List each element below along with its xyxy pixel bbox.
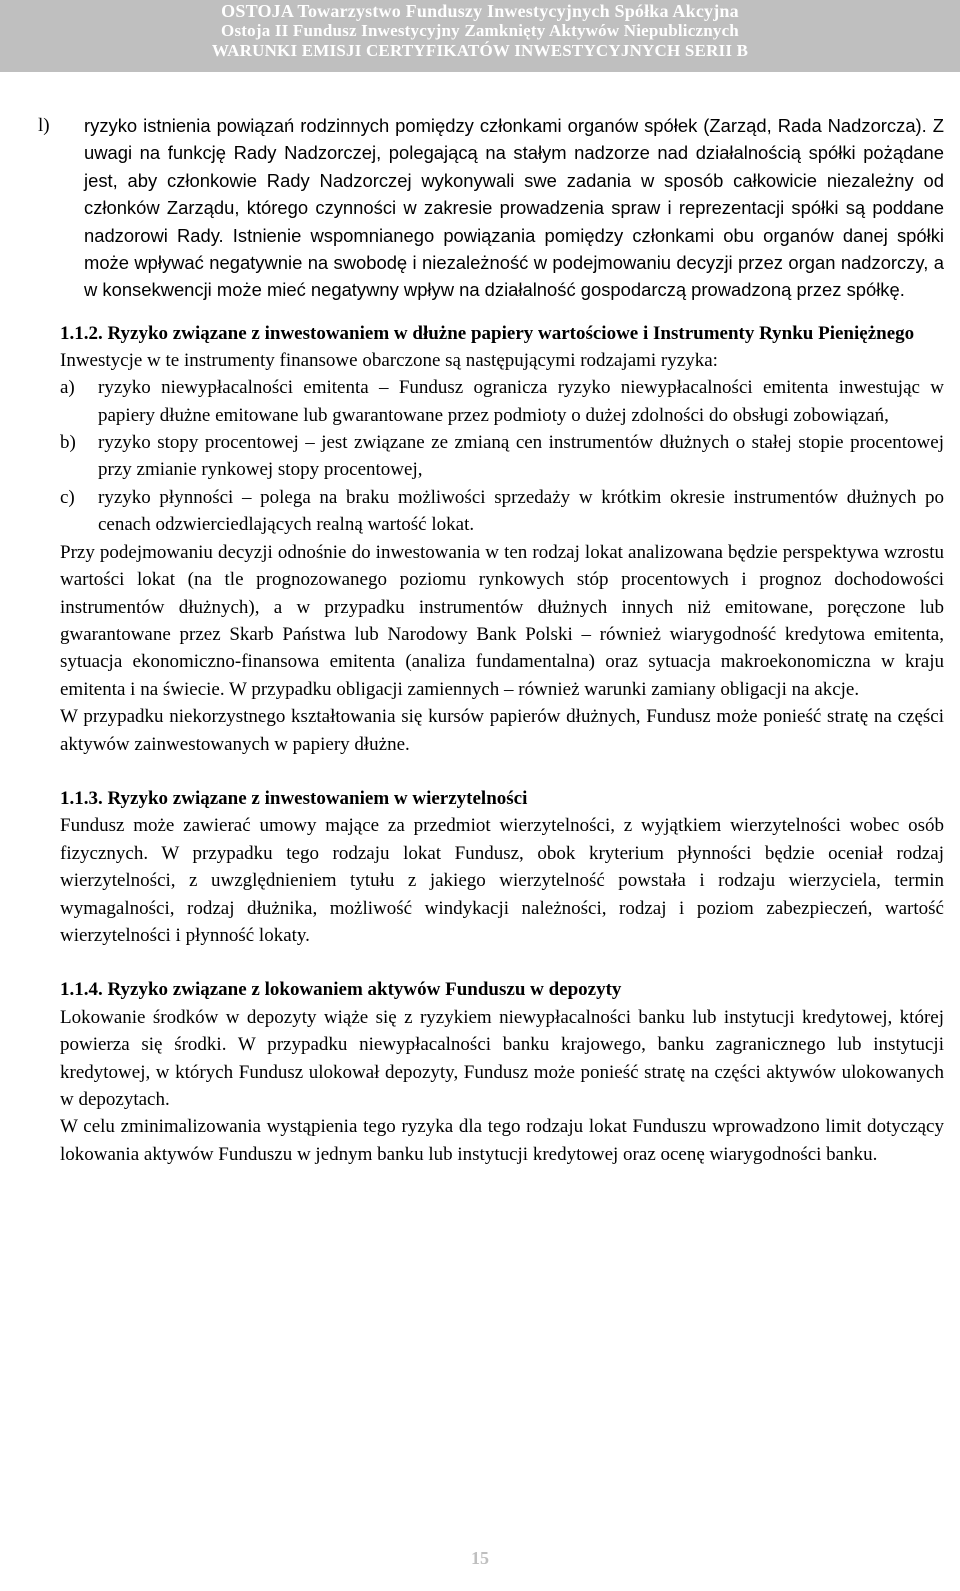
page-number: 15 [471, 1548, 489, 1568]
item-label: b) [60, 432, 76, 454]
header-company: OSTOJA Towarzystwo Funduszy Inwestycyjnych Spółka Akcyjna [221, 1, 739, 21]
header-doc-title: WARUNKI EMISJI CERTYFIKATÓW INWESTYCYJNYCH SERII B [211, 41, 749, 60]
item-text: ryzyko płynności – polega na braku możliwości sprzedaży w krótkim okresie instrumentów dłużnych po cenach odzwierciedlających realną wartość lokat. [98, 486, 944, 536]
item-text: ryzyko stopy procentowej – jest związane ze zmianą cen instrumentów dłużnych o stałej stopie procentowej przy zmianie rynkowej stopy procentowej, [98, 432, 944, 481]
paragraph: W celu zminimalizowania wystąpienia tego ryzyka dla tego rodzaju lokat Funduszu wprowadzono limit dotyczący lokowania aktywów Funduszu w jednym banku lub instytucji kredytowej oraz ocenę wiarygodności banku. [60, 1116, 944, 1165]
section-heading-1-1-2: 1.1.2. Ryzyko związane z inwestowaniem w dłużne papiery wartościowe i Instrumenty Rynku Pieniężnego [60, 322, 915, 344]
list-item [60, 374, 944, 429]
item-label: c) [60, 486, 75, 508]
item-text: ryzyko istnienia powiązań rodzinnych pomiędzy członkami organów spółek (Zarząd, Rada Nadzorcza). Z uwagi na funkcję Rady Nadzorczej, polegającą na stałym nadzorze nad działalnością spółki pożądane jest, aby członkowie Rady Nadzorczej wykonywali swe zadania w sposób całkowicie niezależny od członków Zarządu, którego czynności w zakresie prowadzenia spraw i reprezentacji spółki są poddane nadzorowi Rady. Istnienie wspomnianego powiązania pomiędzy członkami obu organów danej spółki może wpływać negatywnie na swobodę i niezależność w podejmowaniu decyzji przez organ nadzorczy, a w konsekwencji może mieć negatywny wpływ na działalność gospodarczą prowadzoną przez spółkę. [84, 115, 944, 301]
section-heading-1-1-3: 1.1.3. Ryzyko związane z inwestowaniem w wierzytelności [60, 787, 528, 809]
document-header [0, 0, 960, 72]
item-text: ryzyko niewypłacalności emitenta – Fundusz ogranicza ryzyko niewypłacalności emitenta inwestując w papiery dłużne emitowane lub gwarantowane przez podmioty o dużej zdolności do obsługi zobowiązań, [98, 377, 944, 426]
risk-list [60, 374, 944, 538]
paragraph: Przy podejmowaniu decyzji odnośnie do inwestowania w ten rodzaj lokat analizowana będzie perspektywa wzrostu wartości lokat (na tle prognozowanego poziomu rynkowych stóp procentowych i prognoz dochodowości instrumentów dłużnych), a w przypadku instrumentów dłużnych innych niż emitowane, poręczone lub gwarantowane przez Skarb Państwa lub Narodowy Bank Polski – również wiarygodność kredytowa emitenta, sytuacja ekonomiczno-finansowa emitenta (analiza fundamentalna) oraz sytuacja makroekonomiczna w kraju emitenta i na świecie. W przypadku obligacji zamiennych – również warunki zamiany obligacji na akcje. [60, 541, 944, 700]
header-fund: Ostoja II Fundusz Inwestycyjny Zamknięty Aktywów Niepublicznych [221, 21, 739, 40]
paragraph: W przypadku niekorzystnego kształtowania się kursów papierów dłużnych, Fundusz może ponieść stratę na części aktywów zainwestowanych w papiery dłużne. [60, 706, 944, 755]
item-label: l) [38, 115, 50, 136]
paragraph: Lokowanie środków w depozyty wiąże się z ryzykiem niewypłacalności banku lub instytucji kredytowej, której powierza się środki. W przypadku niewypłacalności banku krajowego, banku zagranicznego lub instytucji kredytowej, w których Fundusz ulokował depozyty, Fundusz może ponieść stratę na części aktywów ulokowanych w depozytach. [60, 1006, 944, 1110]
paragraph: Fundusz może zawierać umowy mające za przedmiot wierzytelności, z wyjątkiem wierzytelności wobec osób fizycznych. W przypadku tego rodzaju lokat Fundusz, obok kryterium płynności będzie oceniał rodzaj wierzytelności, z uwzględnieniem tytułu z jakiego wierzytelność powstała i rodzaju wierzyciela, termin wymagalności, rodzaj dłużnika, możliwość windykacji należności, rodzaj i poziom zabezpieczeń, wartość wierzytelności i płynność lokaty. [60, 815, 944, 946]
section-heading-1-1-4: 1.1.4. Ryzyko związane z lokowaniem aktywów Funduszu w depozyty [60, 979, 622, 1001]
section-intro: Inwestycje w te instrumenty finansowe obarczone są następującymi rodzajami ryzyka: [60, 349, 718, 371]
page-body [38, 112, 944, 1168]
risk-item-l [38, 112, 944, 304]
list-item [60, 429, 944, 484]
item-label: a) [60, 377, 75, 399]
list-item [60, 484, 944, 539]
